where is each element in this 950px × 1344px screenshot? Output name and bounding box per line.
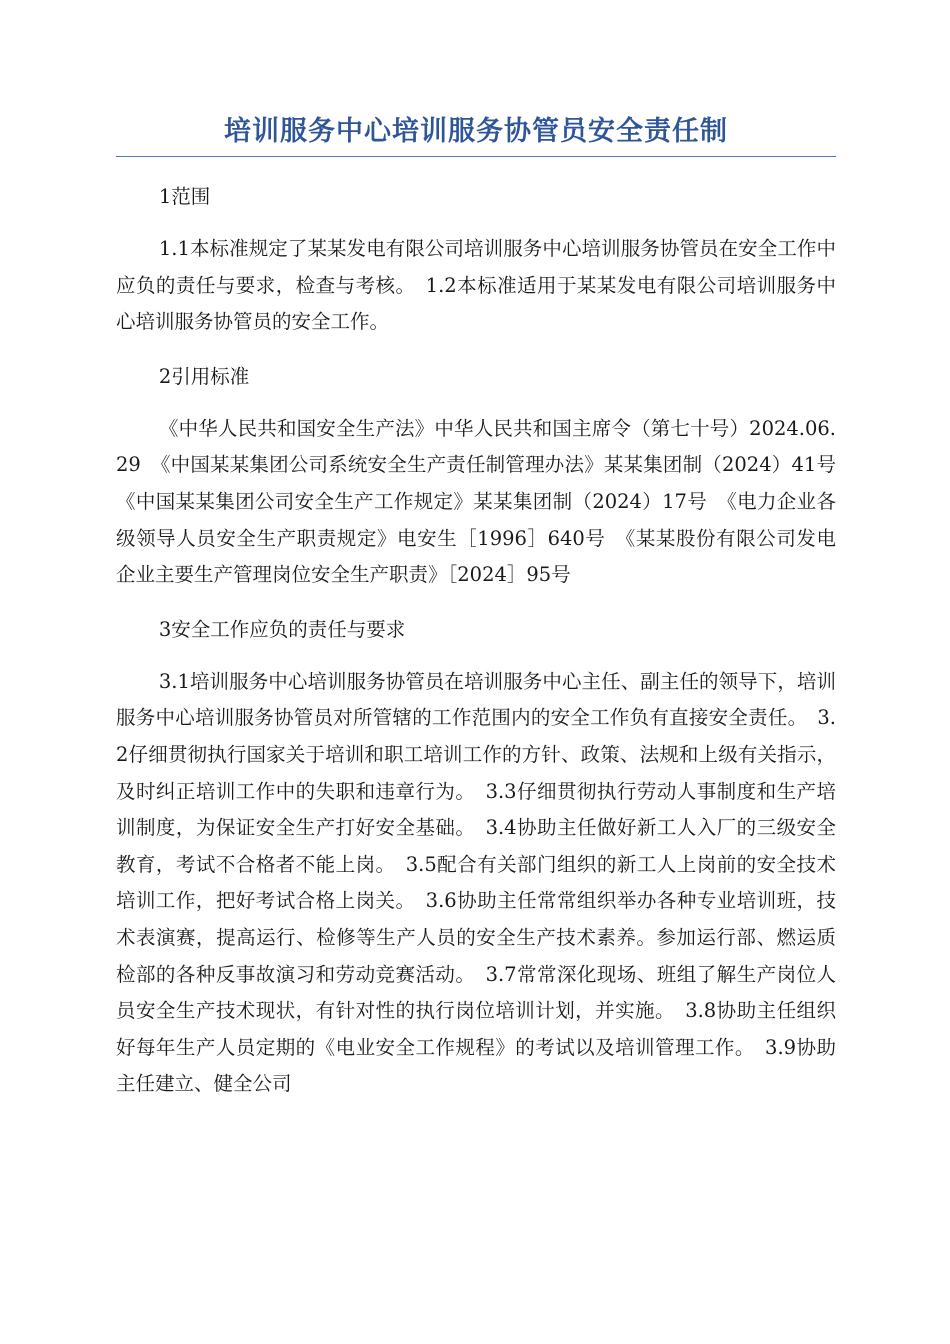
section-3-body: 3.1培训服务中心培训服务协管员在培训服务中心主任、副主任的领导下，培训服务中心培训服务协管员对所管辖的工作范围内的安全工作负有直接安全责任。 3.2仔细贯彻执行国家关于培训和职工培训工作的方针、政策、法规和上级有关指示，及时纠正培训工作中的失职和违章行为。 3.3仔细贯彻执行劳动人事制度和生产培训制度，为保证安全生产打好安全基础。 3.4协助主任做好新工人入厂的三级安全教育，考试不合格者不能上岗。 3.5配合有关部门组织的新工人上岗前的安全技术培训工作，把好考试合格上岗关。 3.6协助主任常常组织举办各种专业培训班，技术表演赛，提高运行、检修等生产人员的安全生产技术素养。参加运行部、燃运质检部的各种反事故演习和劳动竞赛活动。 3.7常常深化现场、班组了解生产岗位人员安全生产技术现状，有针对性的执行岗位培训计划，并实施。 3.8协助主任组织好每年生产人员定期的《电业安全工作规程》的考试以及培训管理工作。 3.9协助主任建立、健全公司 [116,669,836,1096]
document-page [116,110,856,1103]
section-1-heading: 1范围 [158,185,211,208]
section-1-body: 1.1本标准规定了某某发电有限公司培训服务中心培训服务协管员在安全工作中应负的责任与要求，检查与考核。 1.2本标准适用于某某发电有限公司培训服务中心培训服务协管员的安全工作。 [116,237,836,334]
document-title: 培训服务中心培训服务协管员安全责任制 [116,110,836,157]
section-2-body: 《中华人民共和国安全生产法》中华人民共和国主席令（第七十号）2024.06.29 《中国某某集团公司系统安全生产责任制管理办法》某某集团制（2024）41号 《中国某某集团公司安全生产工作规定》某某集团制（2024）17号 《电力企业各级领导人员安全生产职责规定》电安生［1996］640号 《某某股份有限公司发电企业主要生产管理岗位安全生产职责》［2024］95号 [116,416,856,587]
section-2-heading: 2引用标准 [158,364,250,388]
section-3-heading: 3安全工作应负的责任与要求 [158,617,406,641]
